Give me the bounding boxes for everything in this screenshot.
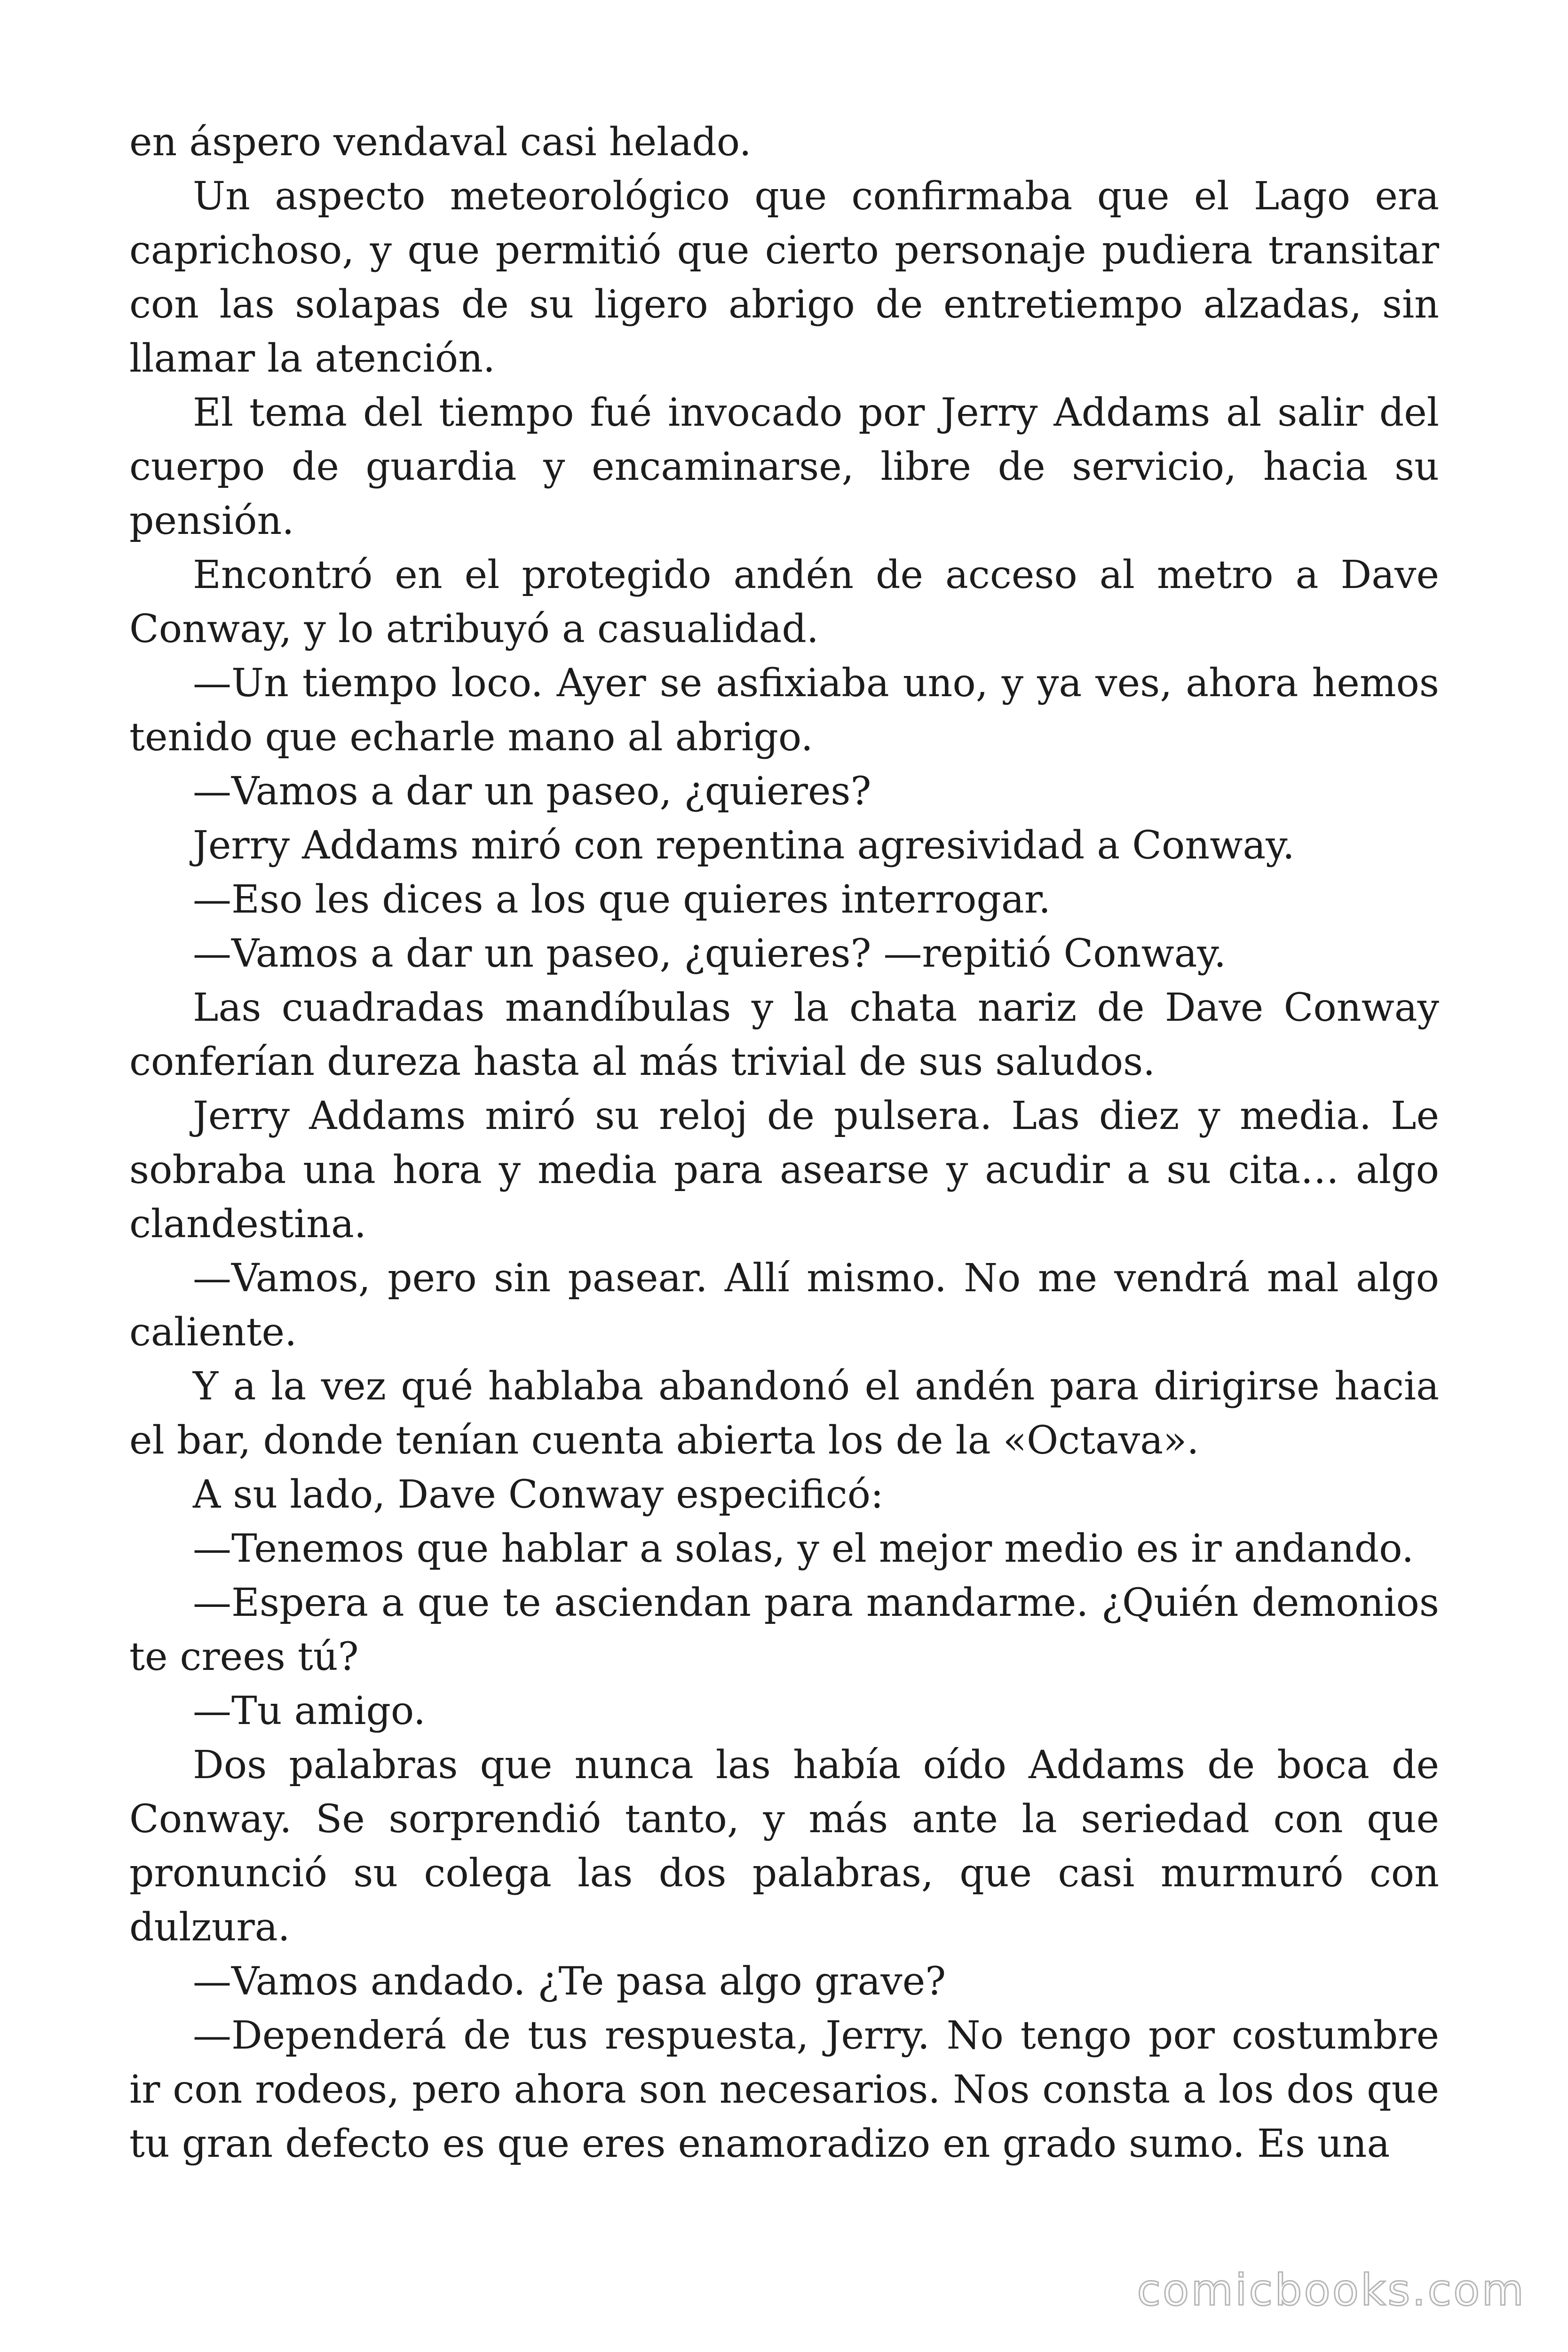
paragraph-3: El tema del tiempo fué invocado por Jerry Addams al salir del cuerpo de guardia y encaminarse, libre de servicio, hacia su pensión.	[129, 390, 1439, 543]
paragraph-8: —Eso les dices a los que quieres interrogar.	[193, 877, 1051, 922]
watermark-logo: comicbooks.com	[1137, 2265, 1526, 2315]
paragraph-13: Y a la vez qué hablaba abandonó el andén para dirigirse hacia el bar, donde tenían cuenta abierta los de la «Octava».	[129, 1364, 1439, 1463]
paragraph-5: —Un tiempo loco. Ayer se asfixiaba uno, y ya ves, ahora hemos tenido que echarle mano al abrigo.	[129, 661, 1439, 760]
paragraph-12: —Vamos, pero sin pasear. Allí mismo. No me vendrá mal algo caliente.	[129, 1256, 1439, 1355]
paragraph-4: Encontró en el protegido andén de acceso al metro a Dave Conway, y lo atribuyó a casualidad.	[129, 553, 1439, 652]
paragraph-19: —Vamos andado. ¿Te pasa algo grave?	[193, 1959, 946, 2004]
paragraph-14: A su lado, Dave Conway especificó:	[193, 1472, 884, 1517]
paragraph-17: —Tu amigo.	[193, 1689, 426, 1733]
paragraph-6: —Vamos a dar un paseo, ¿quieres?	[193, 769, 871, 814]
paragraph-1: en áspero vendaval casi helado.	[129, 120, 752, 165]
paragraph-20: —Dependerá de tus respuesta, Jerry. No tengo por costumbre ir con rodeos, pero ahora son necesarios. Nos consta a los dos que tu gran defecto es que eres enamoradizo en grado sumo. Es una	[129, 2013, 1439, 2166]
paragraph-10: Las cuadradas mandíbulas y la chata nariz de Dave Conway conferían dureza hasta al más trivial de sus saludos.	[129, 985, 1439, 1084]
paragraph-15: —Tenemos que hablar a solas, y el mejor medio es ir andando.	[193, 1526, 1414, 1571]
paragraph-2: Un aspecto meteorológico que confirmaba que el Lago era caprichoso, y que permitió que cierto personaje pudiera transitar con las solapas de su ligero abrigo de entretiempo alzadas, sin llamar la atención.	[129, 174, 1439, 381]
paragraph-9: —Vamos a dar un paseo, ¿quieres? —repitió Conway.	[193, 931, 1227, 976]
paragraph-11: Jerry Addams miró su reloj de pulsera. Las diez y media. Le sobraba una hora y media para asearse y acudir a su cita… algo clandestina.	[129, 1094, 1439, 1247]
paragraph-16: —Espera a que te asciendan para mandarme. ¿Quién demonios te crees tú?	[129, 1581, 1439, 1679]
paragraph-7: Jerry Addams miró con repentina agresividad a Conway.	[193, 823, 1295, 868]
paragraph-18: Dos palabras que nunca las había oído Addams de boca de Conway. Se sorprendió tanto, y más ante la seriedad con que pronunció su colega las dos palabras, que casi murmuró con dulzura.	[129, 1743, 1439, 1950]
body-text	[129, 115, 1439, 2171]
